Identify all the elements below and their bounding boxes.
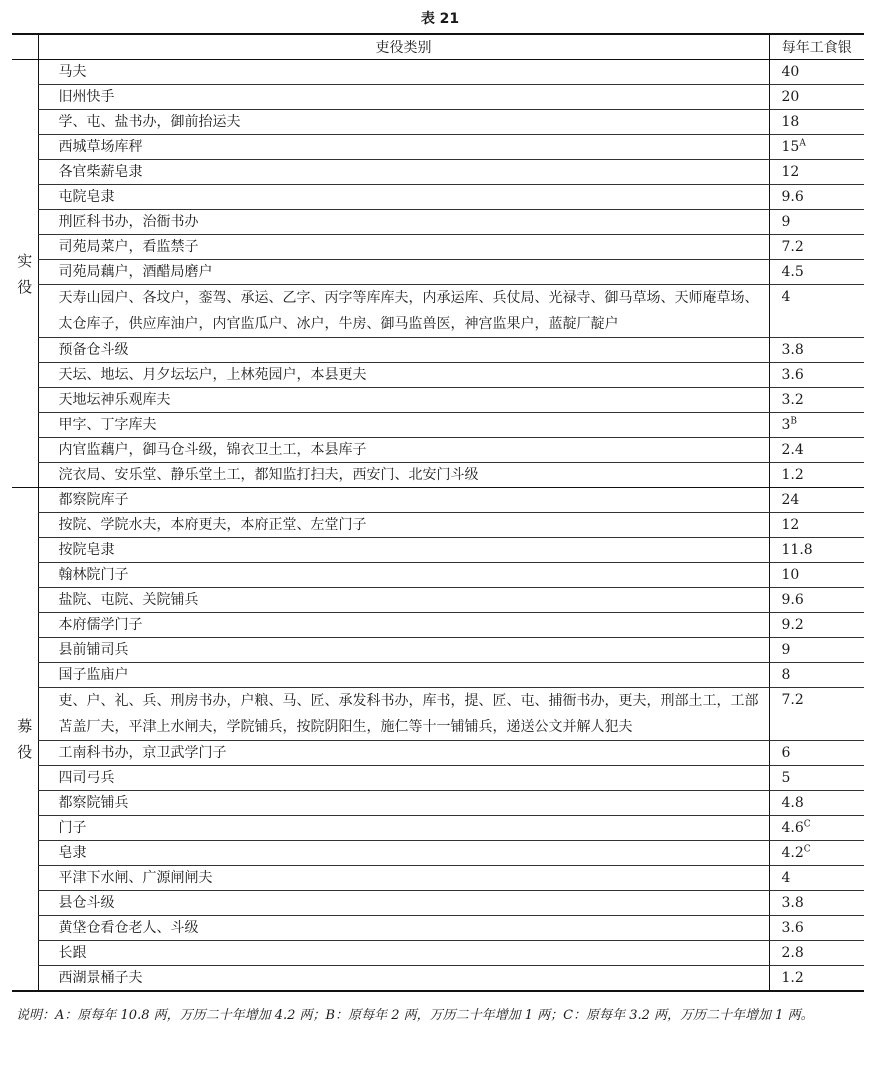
category-cell: 甲字、丁字库夫 xyxy=(38,413,769,438)
wage-cell xyxy=(769,438,864,463)
category-cell: 按院皂隶 xyxy=(38,538,769,563)
wage-value: 2.4 xyxy=(781,442,804,458)
footnote-marker: A xyxy=(799,138,806,149)
table-row xyxy=(12,741,864,766)
wage-value: 3.6 xyxy=(781,367,804,383)
table-row xyxy=(12,60,864,85)
wage-value: 2.8 xyxy=(781,945,804,961)
wage-value: 4 xyxy=(781,870,791,886)
wage-cell xyxy=(769,741,864,766)
table-row xyxy=(12,135,864,160)
wage-cell xyxy=(769,463,864,488)
table-row xyxy=(12,688,864,741)
category-cell: 门子 xyxy=(38,816,769,841)
wage-value: 4.2 xyxy=(781,845,804,861)
wage-value: 10 xyxy=(781,567,800,583)
category-cell: 四司弓兵 xyxy=(38,766,769,791)
table-row xyxy=(12,563,864,588)
wage-cell xyxy=(769,916,864,941)
footnote-marker: C xyxy=(803,844,811,855)
wage-cell xyxy=(769,663,864,688)
category-cell: 翰林院门子 xyxy=(38,563,769,588)
wage-value: 9 xyxy=(781,214,791,230)
table-row xyxy=(12,791,864,816)
category-cell: 按院、学院水夫，本府更夫，本府正堂、左堂门子 xyxy=(38,513,769,538)
table-row xyxy=(12,160,864,185)
category-cell: 西城草场库秤 xyxy=(38,135,769,160)
category-cell: 内官监藕户，御马仓斗级，锦衣卫土工，本县库子 xyxy=(38,438,769,463)
wage-cell xyxy=(769,513,864,538)
wage-value: 9.6 xyxy=(781,189,804,205)
footnote: 说明：A：原每年 10.8 两，万历二十年增加 4.2 两；B：原每年 2 两，万历二十年增加 1 两；C：原每年 3.2 两，万历二十年增加 1 两。 xyxy=(16,1008,814,1023)
category-cell: 司苑局菜户，看监禁子 xyxy=(38,235,769,260)
wage-value: 4 xyxy=(781,289,791,305)
wage-cell xyxy=(769,588,864,613)
footnote-marker: C xyxy=(803,819,811,830)
wage-cell xyxy=(769,688,864,741)
group-label: 募役 xyxy=(17,717,33,761)
group-label-cell xyxy=(12,488,38,992)
wage-cell xyxy=(769,235,864,260)
category-cell: 浣衣局、安乐堂、静乐堂土工，都知监打扫夫，西安门、北安门斗级 xyxy=(38,463,769,488)
table-row xyxy=(12,285,864,338)
wage-value: 18 xyxy=(781,114,800,130)
wage-value: 40 xyxy=(781,64,800,80)
wage-cell xyxy=(769,891,864,916)
table-row xyxy=(12,260,864,285)
table-row xyxy=(12,841,864,866)
wage-cell xyxy=(769,210,864,235)
wage-cell xyxy=(769,791,864,816)
wage-cell xyxy=(769,185,864,210)
wage-value: 24 xyxy=(781,492,800,508)
wage-value: 3.6 xyxy=(781,920,804,936)
wage-value: 3.8 xyxy=(781,895,804,911)
wage-cell xyxy=(769,363,864,388)
labor-wage-table xyxy=(12,33,864,992)
table-row xyxy=(12,235,864,260)
table-row xyxy=(12,463,864,488)
wage-cell xyxy=(769,941,864,966)
category-cell: 皂隶 xyxy=(38,841,769,866)
wage-cell xyxy=(769,413,864,438)
table-row xyxy=(12,966,864,992)
category-cell: 马夫 xyxy=(38,60,769,85)
wage-cell xyxy=(769,338,864,363)
table-row xyxy=(12,363,864,388)
wage-cell xyxy=(769,538,864,563)
group-label-cell xyxy=(12,60,38,488)
category-cell: 旧州快手 xyxy=(38,85,769,110)
wage-value: 9 xyxy=(781,642,791,658)
category-cell: 长跟 xyxy=(38,941,769,966)
table-row xyxy=(12,538,864,563)
table-row xyxy=(12,185,864,210)
wage-cell xyxy=(769,563,864,588)
wage-value: 3.2 xyxy=(781,392,804,408)
wage-cell xyxy=(769,160,864,185)
wage-cell xyxy=(769,135,864,160)
category-cell: 西湖景桶子夫 xyxy=(38,966,769,992)
wage-cell xyxy=(769,260,864,285)
category-cell: 预备仓斗级 xyxy=(38,338,769,363)
table-row xyxy=(12,663,864,688)
wage-value: 12 xyxy=(781,517,800,533)
category-cell: 国子监庙户 xyxy=(38,663,769,688)
wage-cell xyxy=(769,966,864,992)
category-cell: 屯院皂隶 xyxy=(38,185,769,210)
table-row xyxy=(12,891,864,916)
category-cell: 盐院、屯院、关院铺兵 xyxy=(38,588,769,613)
group-label: 实役 xyxy=(17,251,33,296)
wage-value: 3.8 xyxy=(781,342,804,358)
wage-value: 9.2 xyxy=(781,617,804,633)
table-row xyxy=(12,766,864,791)
wage-cell xyxy=(769,638,864,663)
wage-cell xyxy=(769,816,864,841)
wage-value: 1.2 xyxy=(781,467,804,483)
category-cell: 天坛、地坛、月夕坛坛户，上林苑园户，本县更夫 xyxy=(38,363,769,388)
table-header-row xyxy=(12,34,864,60)
wage-cell xyxy=(769,85,864,110)
table-row xyxy=(12,413,864,438)
wage-value: 20 xyxy=(781,89,800,105)
category-cell: 学、屯、盐书办，御前抬运夫 xyxy=(38,110,769,135)
wage-value: 7.2 xyxy=(781,239,804,255)
table-row xyxy=(12,210,864,235)
category-cell: 司苑局藕户，酒醋局磨户 xyxy=(38,260,769,285)
category-cell: 都察院铺兵 xyxy=(38,791,769,816)
category-cell: 吏、户、礼、兵、刑房书办，户粮、马、匠、承发科书办，库书，提、匠、屯、捕衙书办，更夫，刑部土工，工部苫盖厂夫，平津上水闸夫，学院铺兵，按院阴阳生，施仁等十一铺铺兵，递送公文并解人犯夫 xyxy=(38,688,769,741)
category-cell: 平津下水闸、广源闸闸夫 xyxy=(38,866,769,891)
category-cell: 都察院库子 xyxy=(38,488,769,513)
wage-value: 1.2 xyxy=(781,970,804,986)
table-body xyxy=(12,60,864,992)
wage-cell xyxy=(769,488,864,513)
wage-value: 8 xyxy=(781,667,791,683)
table-row xyxy=(12,916,864,941)
table-row xyxy=(12,110,864,135)
wage-value: 9.6 xyxy=(781,592,804,608)
category-cell: 县前铺司兵 xyxy=(38,638,769,663)
category-cell: 本府儒学门子 xyxy=(38,613,769,638)
category-cell: 黄垡仓看仓老人、斗级 xyxy=(38,916,769,941)
wage-value: 4.5 xyxy=(781,264,804,280)
wage-value: 5 xyxy=(781,770,791,786)
table-row xyxy=(12,588,864,613)
table-row xyxy=(12,638,864,663)
table-row xyxy=(12,513,864,538)
table-row xyxy=(12,438,864,463)
category-cell: 各官柴薪皂隶 xyxy=(38,160,769,185)
wage-cell xyxy=(769,388,864,413)
table-row xyxy=(12,488,864,513)
wage-value: 4.6 xyxy=(781,820,804,836)
wage-cell xyxy=(769,841,864,866)
category-cell: 刑匠科书办，治衙书办 xyxy=(38,210,769,235)
category-cell: 工南科书办，京卫武学门子 xyxy=(38,741,769,766)
wage-value: 6 xyxy=(781,745,791,761)
table-row xyxy=(12,816,864,841)
wage-value: 11.8 xyxy=(781,542,813,558)
category-cell: 天寿山园户、各坟户，銮驾、承运、乙字、丙字等库库夫，内承运库、兵仗局、光禄寺、御马草场、天师庵草场、太仓库子，供应库油户，内官监瓜户、冰户，牛房、御马监兽医，神宫监果户，蓝靛厂靛户 xyxy=(38,285,769,338)
wage-value: 3 xyxy=(781,417,791,433)
wage-cell xyxy=(769,285,864,338)
table-row xyxy=(12,388,864,413)
footnote-marker: B xyxy=(790,416,798,427)
wage-cell xyxy=(769,766,864,791)
header-wage: 每年工食银 xyxy=(769,34,864,60)
table-row xyxy=(12,85,864,110)
table-row xyxy=(12,941,864,966)
category-cell: 县仓斗级 xyxy=(38,891,769,916)
wage-value: 12 xyxy=(781,164,800,180)
header-category: 吏役类别 xyxy=(38,34,769,60)
category-cell: 天地坛神乐观库夫 xyxy=(38,388,769,413)
wage-cell xyxy=(769,110,864,135)
wage-cell xyxy=(769,866,864,891)
table-row xyxy=(12,866,864,891)
wage-value: 4.8 xyxy=(781,795,804,811)
header-group-cell xyxy=(12,34,38,60)
table-row xyxy=(12,613,864,638)
wage-value: 7.2 xyxy=(781,692,804,708)
wage-cell xyxy=(769,613,864,638)
wage-cell xyxy=(769,60,864,85)
table-title: 表 21 xyxy=(420,11,460,27)
table-row xyxy=(12,338,864,363)
wage-value: 15 xyxy=(781,139,800,155)
